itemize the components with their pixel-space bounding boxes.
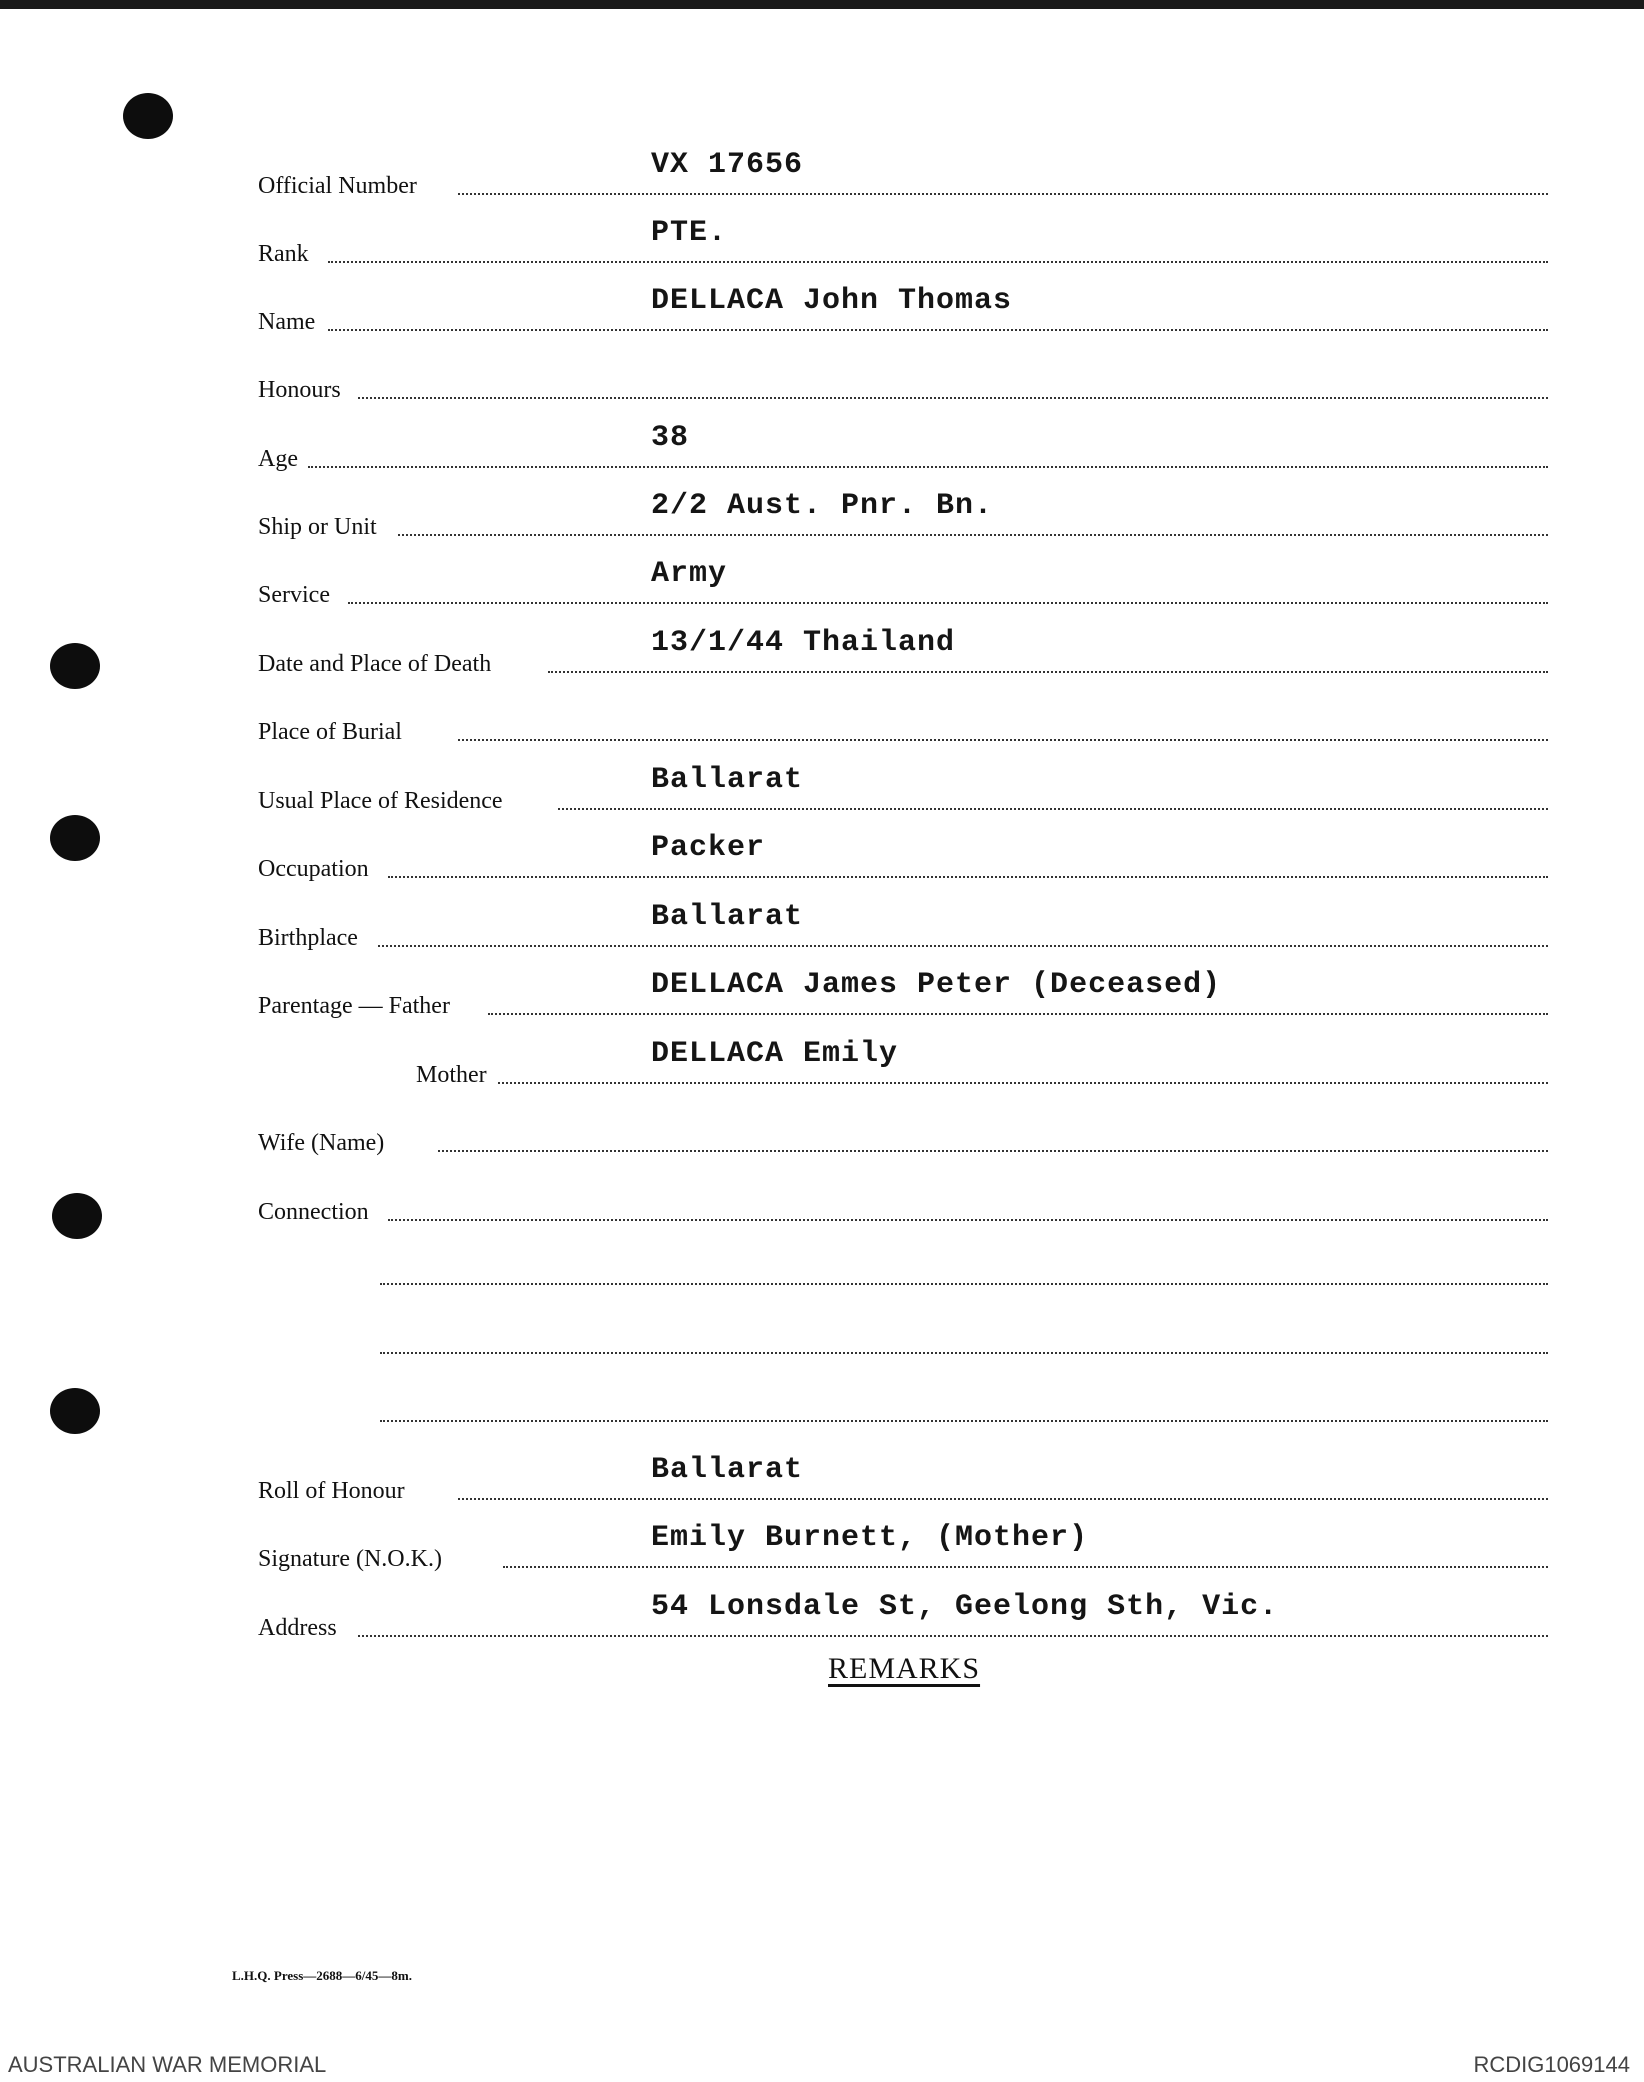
ship-or-unit-label: Ship or Unit	[258, 514, 377, 540]
wife-label: Wife (Name)	[258, 1130, 385, 1156]
scan-top-edge	[0, 0, 1644, 9]
signature-label: Signature (N.O.K.)	[258, 1546, 442, 1572]
field-date-place-death	[258, 626, 1548, 678]
punch-hole	[50, 643, 100, 689]
field-place-of-burial	[258, 706, 1548, 746]
field-mother	[258, 1037, 1548, 1089]
field-rank	[258, 216, 1548, 268]
ship-or-unit-value: 2/2 Aust. Pnr. Bn.	[651, 489, 994, 523]
field-father	[258, 968, 1548, 1020]
field-occupation	[258, 831, 1548, 883]
printer-mark: L.H.Q. Press—2688—6/45—8m.	[232, 1968, 412, 1983]
date-place-death-value: 13/1/44 Thailand	[651, 626, 956, 660]
field-official-number	[258, 148, 1548, 200]
field-roll-of-honour	[258, 1453, 1548, 1505]
usual-residence-value: Ballarat	[651, 763, 804, 797]
field-honours	[258, 364, 1548, 404]
official-number-value: VX 17656	[651, 148, 804, 182]
punch-hole	[52, 1193, 102, 1239]
field-birthplace	[258, 900, 1548, 952]
field-signature	[258, 1521, 1548, 1573]
usual-residence-label: Usual Place of Residence	[258, 788, 503, 814]
field-service	[258, 557, 1548, 609]
field-address	[258, 1590, 1548, 1642]
punch-hole	[50, 815, 100, 861]
field-usual-residence	[258, 763, 1548, 815]
service-label: Service	[258, 582, 330, 608]
occupation-label: Occupation	[258, 856, 369, 882]
service-value: Army	[651, 557, 728, 591]
mother-label: Mother	[416, 1062, 487, 1088]
punch-hole	[50, 1388, 100, 1434]
place-of-burial-label: Place of Burial	[258, 719, 402, 745]
field-wife	[258, 1117, 1548, 1157]
remarks-heading: REMARKS	[828, 1652, 981, 1685]
honours-label: Honours	[258, 377, 341, 403]
field-name	[258, 284, 1548, 336]
birthplace-label: Birthplace	[258, 925, 358, 951]
punch-hole	[123, 93, 173, 139]
connection-label: Connection	[258, 1199, 369, 1225]
address-value: 54 Lonsdale St, Geelong Sth, Vic.	[651, 1590, 1279, 1624]
mother-value: DELLACA Emily	[651, 1037, 899, 1071]
field-age	[258, 421, 1548, 473]
roll-of-honour-label: Roll of Honour	[258, 1478, 405, 1504]
footer-institution: AUSTRALIAN WAR MEMORIAL	[8, 2052, 327, 2077]
official-number-label: Official Number	[258, 173, 417, 199]
occupation-value: Packer	[651, 831, 766, 865]
signature-value: Emily Burnett, (Mother)	[651, 1521, 1089, 1555]
field-connection	[258, 1186, 1548, 1226]
birthplace-value: Ballarat	[651, 900, 804, 934]
rank-label: Rank	[258, 241, 309, 267]
blank-line	[380, 1283, 1548, 1285]
blank-line	[380, 1420, 1548, 1422]
date-place-death-label: Date and Place of Death	[258, 651, 492, 677]
age-value: 38	[651, 421, 690, 455]
father-label: Parentage — Father	[258, 993, 450, 1019]
roll-of-honour-value: Ballarat	[651, 1453, 804, 1487]
address-label: Address	[258, 1615, 337, 1641]
name-label: Name	[258, 309, 316, 335]
age-label: Age	[258, 446, 298, 472]
name-value: DELLACA John Thomas	[651, 284, 1013, 318]
footer-record-id: RCDIG1069144	[1473, 2052, 1630, 2077]
blank-line	[380, 1352, 1548, 1354]
father-value: DELLACA James Peter (Deceased)	[651, 968, 1222, 1002]
field-ship-or-unit	[258, 489, 1548, 541]
rank-value: PTE.	[651, 216, 728, 250]
